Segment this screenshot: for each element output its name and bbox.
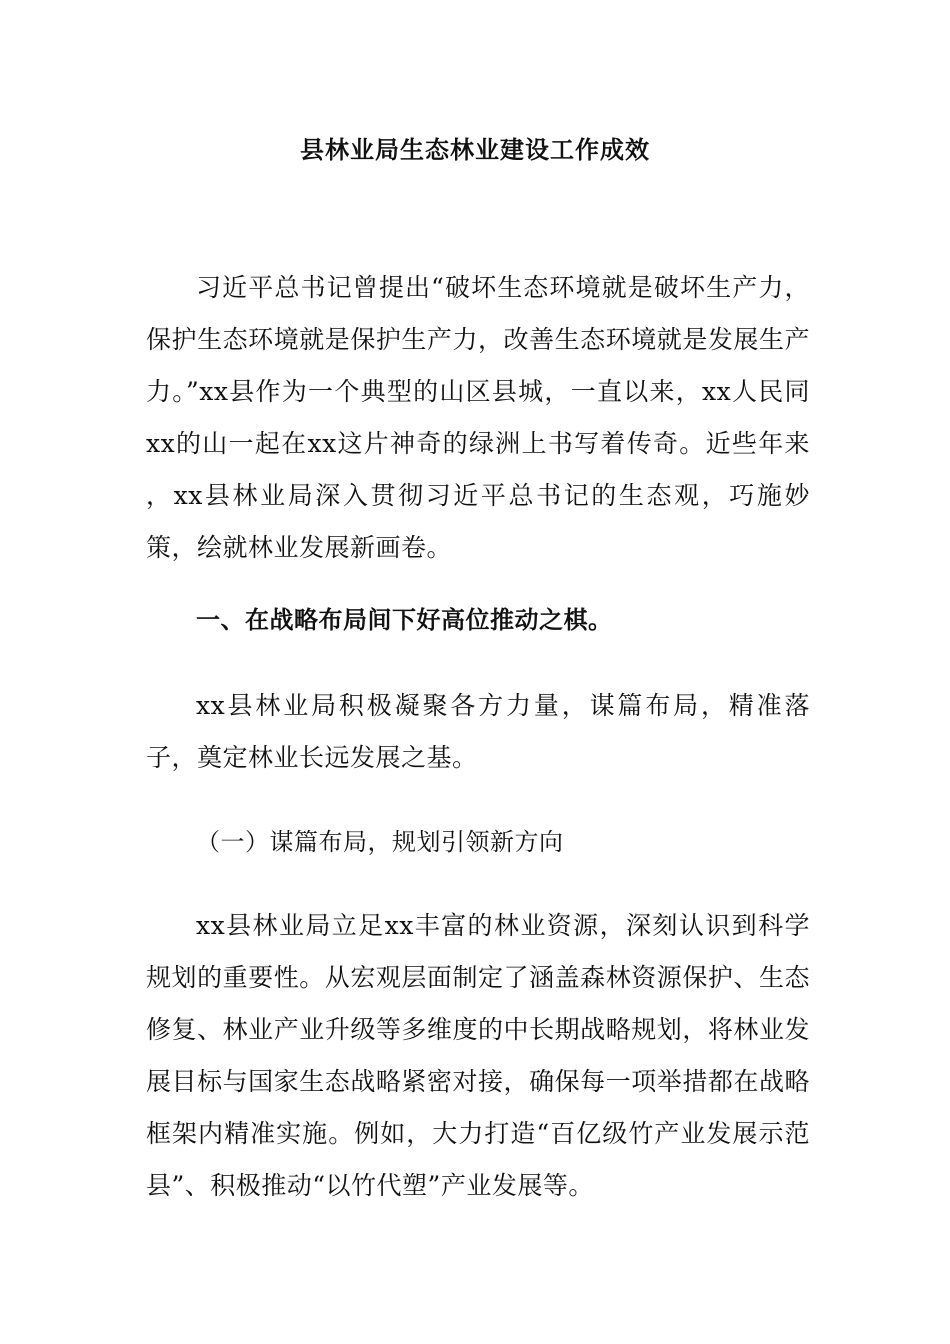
- document-title: 县林业局生态林业建设工作成效: [300, 136, 650, 164]
- section-heading-1: 一、在战略布局间下好高位推动之棋。: [196, 606, 613, 634]
- subsection-1-paragraph: xx县林业局立足xx丰富的林业资源，深刻认识到科学规划的重要性。从宏观层面制定了涵盖森林资源保护、生态修复、林业产业升级等多维度的中长期战略规划，将林业发展目标与国家生态战略紧密对接，确保每一项举措都在战略框架内精准实施。例如，大力打造“百亿级竹产业发展示范县”、积极推动“以竹代塑”产业发展等。: [146, 911, 810, 1200]
- intro-paragraph: 习近平总书记曾提出“破坏生态环境就是破坏生产力，保护生态环境就是保护生产力，改善生态环境就是发展生产力。”xx县作为一个典型的山区县城，一直以来，xx人民同xx的山一起在xx这片神奇的绿洲上书写着传奇。近些年来 ，xx县林业局深入贯彻习近平总书记的生态观，巧施妙策，绘就林业发展新画卷。: [146, 273, 810, 562]
- section-1-paragraph: xx县林业局积极凝聚各方力量，谋篇布局，精准落子，奠定林业长远发展之基。: [146, 691, 810, 772]
- subsection-heading-1: （一）谋篇布局，规划引领新方向: [196, 828, 564, 856]
